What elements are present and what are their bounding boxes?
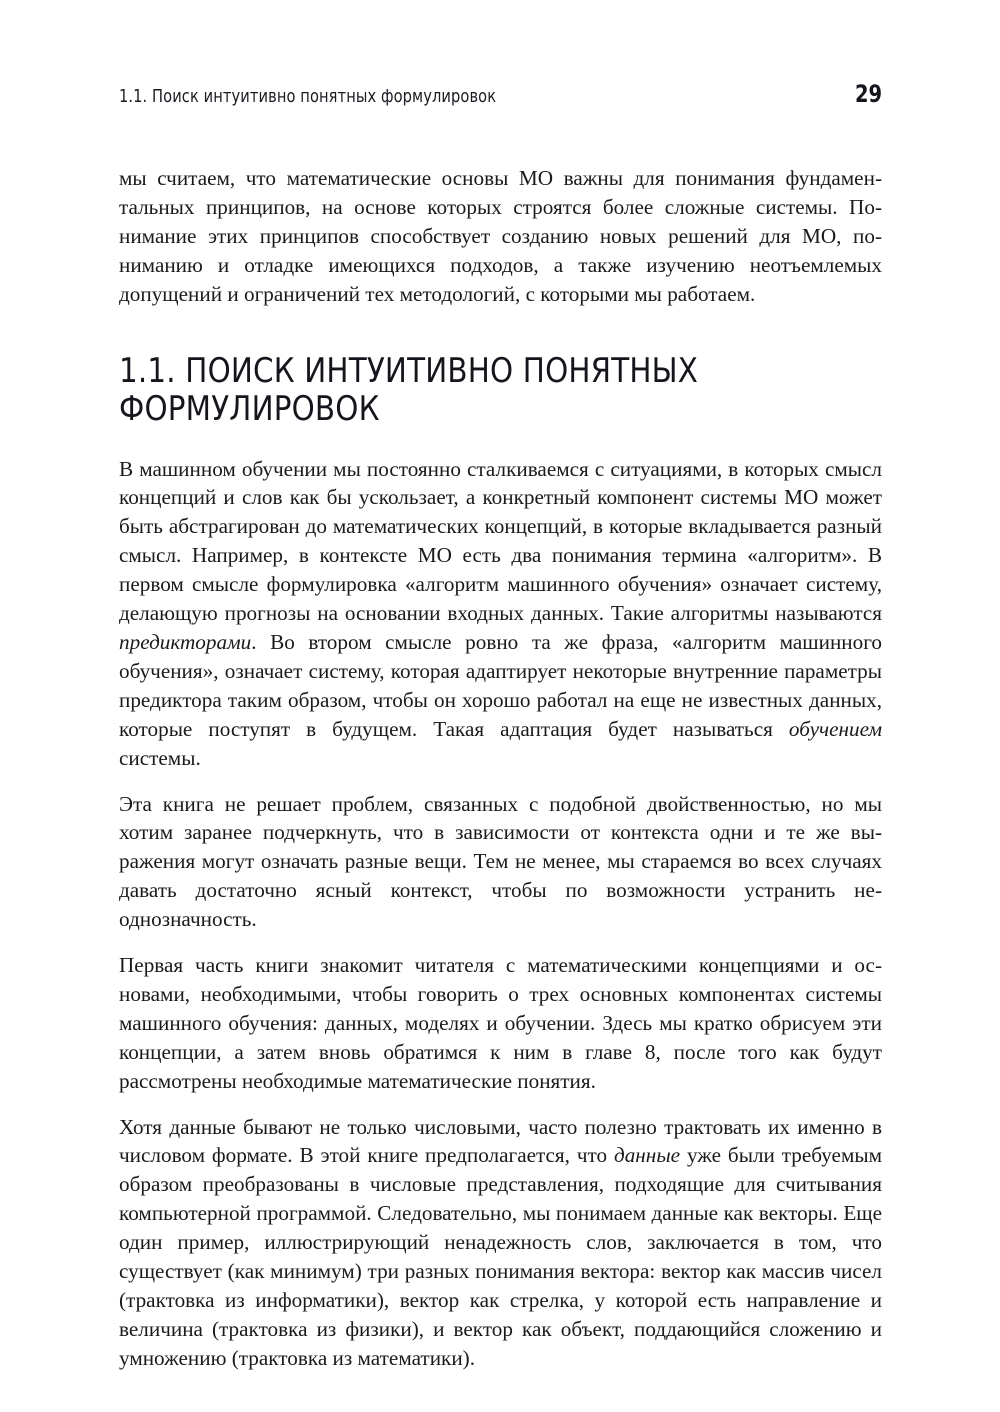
paragraph-1-text-b: . Во втором смысле ровно та же фраза, «алгоритм машинного обучения», означает систему, которая адаптирует некоторые внутренние параметры предиктора таким образом, чтобы он хорошо работал на еще не известных данных, которые поступят в будущем. Такая адаптация будет называться — [119, 629, 882, 741]
section-heading-block — [119, 352, 882, 428]
section-heading — [119, 352, 851, 428]
section-heading-line-2: ФОРМУЛИРОВОК — [119, 388, 380, 429]
paragraph-2: Эта книга не решает проблем, связанных с подобной двойственностью, но мы хотим заранее подчеркнуть, что в зависимости от контекста одни и те же выражения могут означать разные вещи. Тем не менее, мы стараемся во всех случаях давать достаточно ясный контекст, чтобы по возможности устранить неоднозначность. — [119, 791, 882, 932]
paragraph-4-text-a: Хотя данные бывают не только числовыми, часто полезно трактовать их именно в числовом формате. В этой книге предполагается, что — [119, 1114, 882, 1168]
intro-paragraph: мы считаем, что математические основы МО важны для понимания фундаментальных принципов, на основе которых строятся более сложные системы. Понимание этих принципов способствует созданию новых решений для МО, пониманию и отладке имеющихся подходов, а также изучению неотъемлемых допущений и ограничений тех методологий, с которыми мы работаем. — [119, 166, 882, 306]
running-head — [119, 82, 882, 107]
paragraph-1 — [119, 455, 882, 773]
text-column — [119, 164, 882, 1373]
paragraph-3: Первая часть книги знакомит читателя с математическими концепциями и основами, необходимыми, чтобы говорить о трех основных компонентах системы машинного обучения: данных, моделях и обучении. Здесь мы кратко обрисуем эти концепции, а затем вновь обратимся к ним в главе 8, после того как будут рассмотрены необходимые математические понятия. — [119, 953, 882, 1093]
paragraph-1-text-c: системы. — [119, 745, 201, 770]
paragraph-4-text-b: уже были требуемым образом преобразованы в числовые представления, подходящие для считывания компьютерной программой. Следовательно, мы понимаем данные как векторы. Еще один пример, иллюстрирующий ненадежность слов, заключается в том, что существует (как минимум) три разных понимания вектора: вектор как массив чисел (трактовка из информатики), вектор как стрелка, у которой есть направление и величина (трактовка из физики), и вектор как объект, поддающийся сложению и умножению (трактовка из математики). — [119, 1143, 882, 1370]
paragraph-1-text-a: В машинном обучении мы постоянно сталкиваемся с ситуациями, в которых смысл концепций и слов как бы ускользает, а конкретный компонент системы МО может быть абстрагирован до математических концепций, в которые вкладывается разный смысл. Например, в контексте МО есть два понимания термина «алгоритм». В первом смысле формулировка «алгоритм машинного обучения» означает систему, делающую прогнозы на основании входных данных. Такие алгоритмы называются — [119, 456, 882, 626]
paragraph-4 — [119, 1113, 882, 1373]
paragraph-4-emphasis-data: данные — [613, 1143, 681, 1168]
paragraph-1-emphasis-predictors: предикторами — [119, 629, 252, 654]
paragraph-1-emphasis-training: обучением — [788, 716, 882, 741]
running-head-title: 1.1. Поиск интуитивно понятных формулировок — [119, 87, 497, 107]
page-number: 29 — [854, 80, 882, 108]
section-heading-line-1: 1.1. ПОИСК ИНТУИТИВНО ПОНЯТНЫХ — [119, 350, 699, 391]
